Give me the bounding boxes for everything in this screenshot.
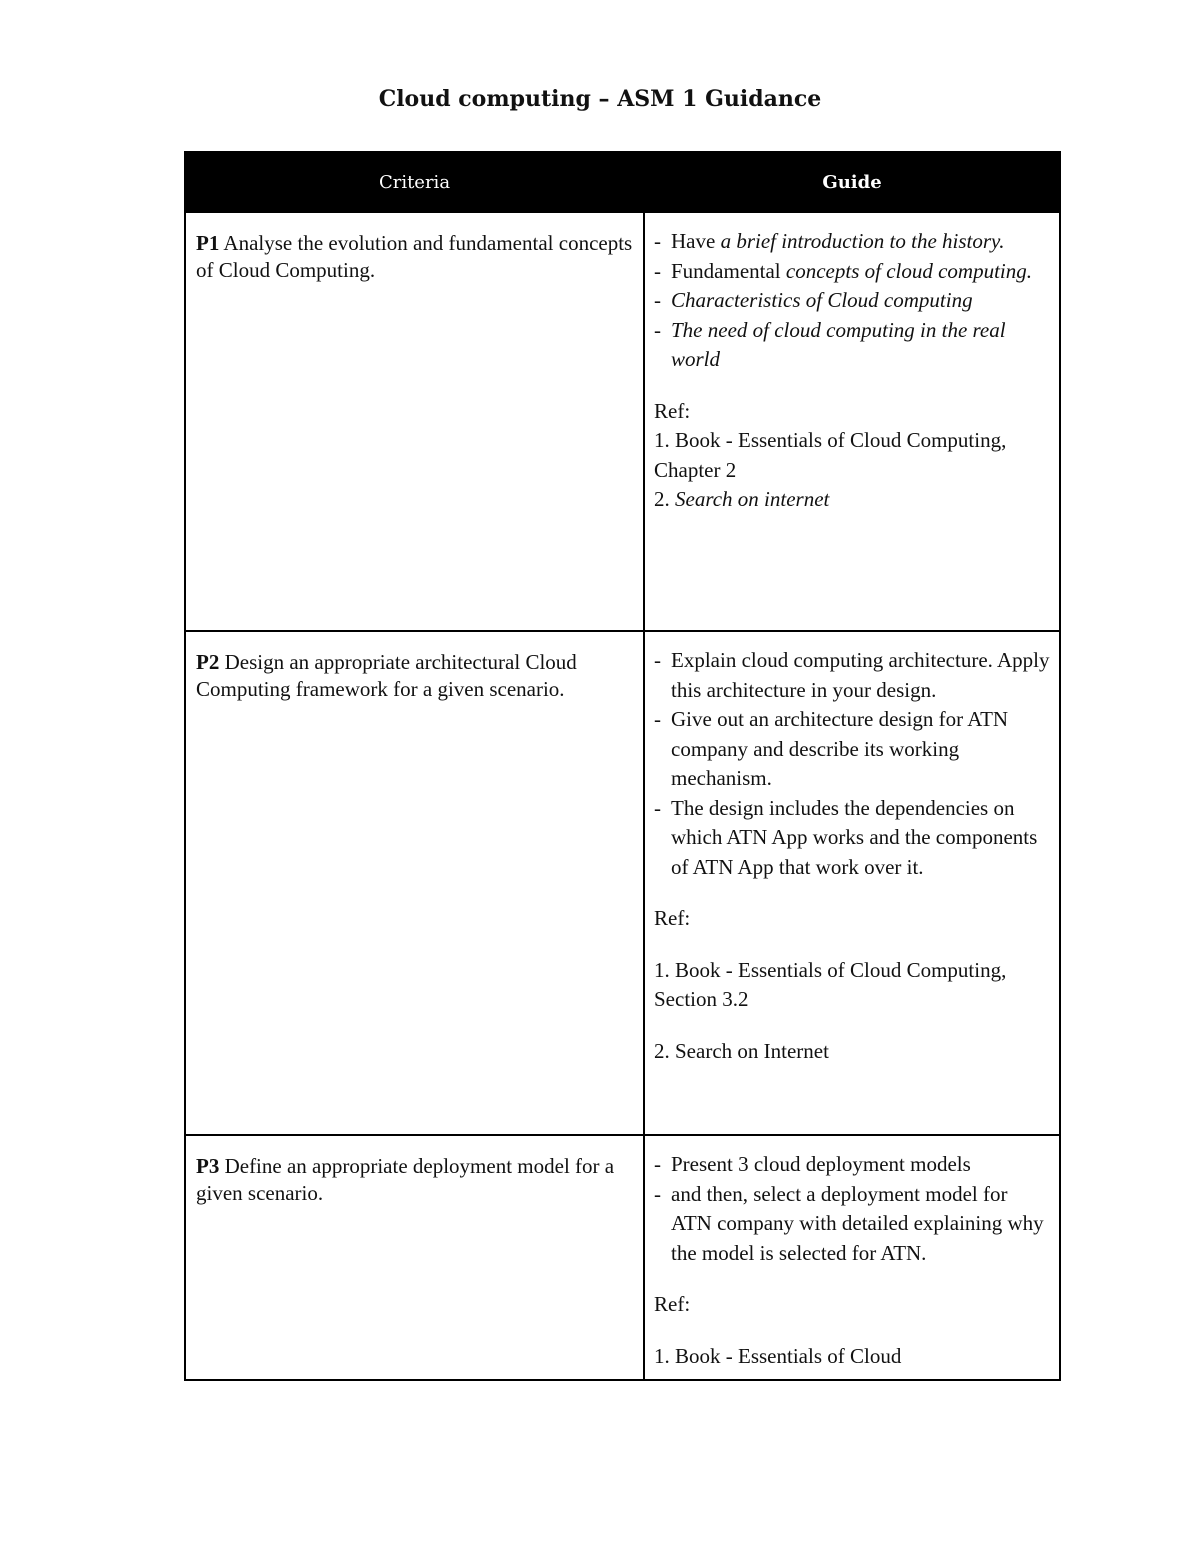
ref-label: Ref:	[654, 398, 691, 423]
criteria-cell-p3	[185, 1135, 644, 1380]
guide-bullet	[654, 227, 1051, 257]
criteria-text: Design an appropriate architectural Cloud Computing framework for a given scenario.	[196, 650, 577, 701]
bullet-plain-text: Fundamental	[671, 258, 786, 283]
guide-bullet-list	[654, 646, 1051, 882]
ref-item: 2. Search on Internet	[654, 1038, 829, 1063]
ref-label: Ref:	[654, 1292, 691, 1316]
bullet-italic-text: concepts of cloud computing.	[785, 258, 1033, 283]
criteria-code: P2	[196, 650, 220, 674]
guide-bullet	[654, 316, 1051, 375]
guide-bullet: - Present 3 cloud deployment models	[654, 1150, 1051, 1180]
guidance-table	[184, 151, 1061, 1381]
guide-bullet-list	[654, 227, 1051, 375]
criteria-code: P3	[196, 1154, 220, 1178]
guide-bullet: - Explain cloud computing architecture. Apply this architecture in your design.	[654, 646, 1051, 705]
guide-column-header: Guide	[644, 152, 1060, 212]
criteria-text: Analyse the evolution and fundamental concepts of Cloud Computing.	[196, 231, 633, 282]
bullet-italic-text: The need of cloud computing in the real world	[671, 317, 1006, 371]
ref-text: Search on internet	[675, 487, 830, 511]
guide-bullet: - Give out an architecture design for ATN company and describe its working mechanism.	[654, 705, 1051, 794]
bullet-plain-text: Have	[671, 229, 721, 253]
table-header-row	[185, 152, 1060, 212]
table-row-p3	[185, 1135, 1060, 1380]
criteria-code: P1	[196, 231, 220, 255]
ref-item	[654, 426, 1051, 485]
ref-text: Book - Essentials of Cloud Computing, Chapter 2	[654, 428, 1007, 482]
ref-item: 1. Book - Essentials of Cloud	[654, 1343, 902, 1368]
criteria-cell-p2	[185, 631, 644, 1135]
ref-item	[654, 485, 1051, 515]
guide-cell-p1	[644, 212, 1060, 631]
ref-number: 2.	[654, 487, 675, 511]
criteria-cell-p1	[185, 212, 644, 631]
guide-bullet	[654, 257, 1051, 287]
table-row-p1	[185, 212, 1060, 631]
ref-item: 1. Book - Essentials of Cloud Computing, Section 3.2	[654, 957, 1007, 1011]
guide-bullet: - The design includes the dependencies on which ATN App works and the components of ATN App that work over it.	[654, 794, 1051, 883]
guide-bullet: - and then, select a deployment model for ATN company with detailed explaining why the model is selected for ATN.	[654, 1180, 1051, 1269]
guide-bullet-list	[654, 1150, 1051, 1268]
ref-number: 1.	[654, 428, 675, 452]
criteria-column-header: Criteria	[185, 152, 644, 212]
guide-cell-p2	[644, 631, 1060, 1135]
bullet-italic-text: a brief introduction to the history.	[720, 229, 1005, 253]
table-row-p2	[185, 631, 1060, 1135]
bullet-italic-text: Characteristics of Cloud computing	[671, 288, 973, 312]
ref-label: Ref:	[654, 906, 691, 930]
guide-cell-p3	[644, 1135, 1060, 1380]
guide-bullet	[654, 286, 1051, 316]
criteria-text: Define an appropriate deployment model for a given scenario.	[196, 1154, 615, 1205]
document-title: Cloud computing – ASM 1 Guidance	[378, 86, 822, 112]
